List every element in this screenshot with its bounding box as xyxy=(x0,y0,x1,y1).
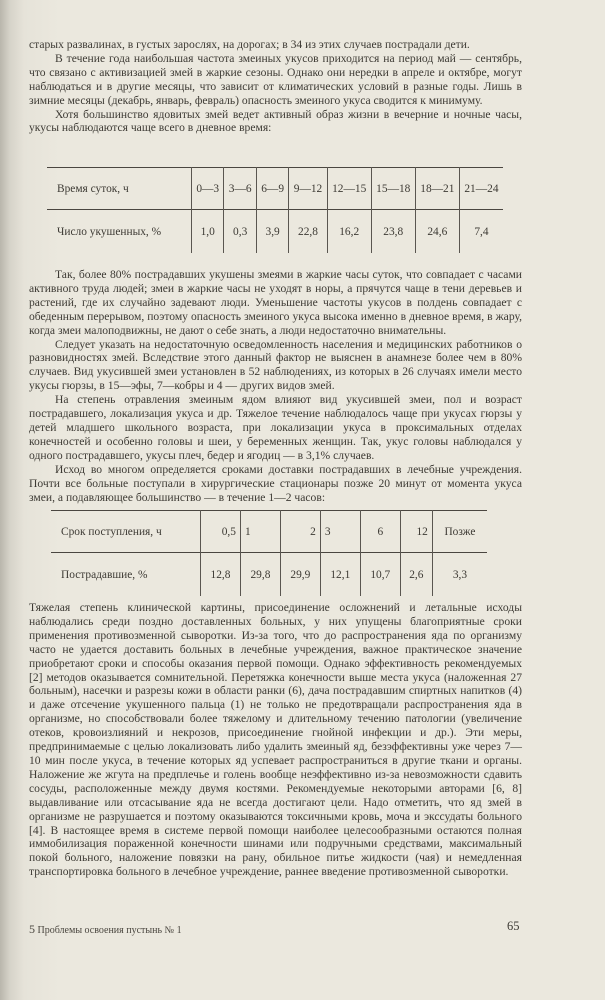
cell: 7,4 xyxy=(459,210,503,254)
table-row xyxy=(47,210,503,254)
paragraph: В течение года наибольшая частота змеиных укусов приходится на период май — сентябрь, что связано с активизацией змей в жаркие сезоны. Однако они нередки в апреле и октябре, могут наблюдаться и в другие месяцы, что зависит от климатических условий в разные годы. Лишь в зимние месяцы (декабрь, январь, февраль) опасность змеиного укуса сводится к минимуму. xyxy=(29,51,522,107)
table-row xyxy=(51,553,487,597)
cell: 2,6 xyxy=(400,553,432,597)
cell: 16,2 xyxy=(327,210,371,254)
signature-number: 5 xyxy=(29,922,35,936)
column-header: 1 xyxy=(240,511,280,553)
column-header: 6—9 xyxy=(256,168,288,210)
paragraph: Исход во многом определяется сроками доставки пострадавших в лечебные учреждения. Почти все больные поступали в хирургические стационары позже 20 минут от момента укуса змеи, а подавляющее большинство — в течение 1—2 часов: xyxy=(29,462,522,504)
cell: 29,8 xyxy=(240,553,280,597)
table-time-of-day xyxy=(47,167,503,253)
column-header: 3—6 xyxy=(224,168,256,210)
paragraph: Следует указать на недостаточную осведомленность населения и медицинских работников о разновидностях змей. Вследствие этого данный фактор не выяснен в анамнезе более чем в 80% случаев. Вид укусившей змеи установлен в 52 наблюдениях, из которых в 26 случаях имели место укусы гюрзы, в 15—эфы, 7—кобры и 4 — других видов змей. xyxy=(29,337,522,393)
cell: 22,8 xyxy=(289,210,327,254)
column-header: 12—15 xyxy=(327,168,371,210)
cell: 29,9 xyxy=(280,553,320,597)
column-header: 3 xyxy=(320,511,360,553)
column-header: 18—21 xyxy=(415,168,459,210)
column-header: 0,5 xyxy=(201,511,241,553)
cell: 23,8 xyxy=(371,210,415,254)
paragraph: старых развалинах, в густых зарослях, на дорогах; в 34 из этих случаев пострадали дети. xyxy=(29,38,470,51)
cell: 12,1 xyxy=(320,553,360,597)
paragraph: Так, более 80% пострадавших укушены змеями в жаркие часы суток, что совпадает с часами активного труда людей; змеи в жаркие часы не уходят в норы, а прячутся чаще в тени деревьев и растений, где их случайно задевают люди. Уменьшение частоты укусов в полдень совпадает с обеденным перерывом, поэтому опасность змеиного укуса высока именно в дневное время, в жару, когда змеи малоподвижны, не дают о себе знать, а люди недостаточно внимательны. xyxy=(29,268,522,337)
cell: 12,8 xyxy=(201,553,241,597)
cell: 3,9 xyxy=(256,210,288,254)
table-header-row xyxy=(47,168,503,210)
text-middle xyxy=(29,268,522,504)
cell: 1,0 xyxy=(192,210,224,254)
cell: 0,3 xyxy=(224,210,256,254)
text-top xyxy=(29,38,522,135)
column-header: 0—3 xyxy=(192,168,224,210)
column-header: 15—18 xyxy=(371,168,415,210)
paragraph: Хотя большинство ядовитых змей ведет активный образ жизни в вечерние и ночные часы, укусы наблюдаются чаще всего в дневное время: xyxy=(29,107,522,135)
cell: 3,3 xyxy=(432,553,487,597)
paragraph: На степень отравления змеиным ядом влияют вид укусившей змеи, пол и возраст пострадавшего, локализация укуса и др. Тяжелое течение наблюдалось чаще при укусах гюрзы у детей младшего школьного возраста, при локализации укуса в проксимальных отделах конечностей и особенно головы и шеи, у беременных женщин. Так, укус головы наблюдался у одного пострадавшего, укусы плеч, бедер и ягодиц — в 3,1% случаев. xyxy=(29,393,522,462)
paragraph: Тяжелая степень клинической картины, присоединение осложнений и летальные исходы наблюдались среди поздно доставленных больных, у них упущены благоприятные сроки применения противозменной сыворотки. Из-за того, что до распространения яда по организму часто не удается доставить больных в лечебные учреждения, важное практическое значение приобретают сроки и способы оказания первой помощи. Однако эффективность рекомендуемых [2] методов оказывается сомнительной. Перетяжка конечности выше места укуса (наложенная 27 больным), насечки и разрезы кожи в области ранки (6), дача пострадавшим спиртных напитков (4) и даже отсечение укушенного пальца (1) не только не предотвращали распространения яда в организме, но способствовали более тяжелому и длительному течению патологии (увеличение отеков, кровоизлияний и некрозов, присоединение гнойной инфекции и др.). Эти меры, предпринимаемые с целью локализовать либо удалить змеиный яд, безэффективны уже через 7—10 мин после укуса, в течение которых яд успевает распространиться в другие ткани и органы. Наложение же жгута на предплечье и голень вообще неэффективно из-за невозможности сдавить сосуды, расположенные между двумя костями. Рекомендуемые некоторыми авторами [6, 8] выдавливание или отсасывание яда не всегда достигают цели. Надо отметить, что яд змей в организме не разрушается и поэтому оказываются токсичными кровь, моча и экссудаты больного [4]. В настоящее время в системе первой помощи наиболее целесообразными остаются полная иммобилизация пораженной конечности шинами или подручными средствами, максимальный покой больного, наложение повязки на рану, обильное питье жидкости (чая) и немедленная транспортировка больного в лечебное учреждение, раннее введение противозменной сыворотки. xyxy=(29,601,522,879)
column-header: 2 xyxy=(280,511,320,553)
cell: 24,6 xyxy=(415,210,459,254)
column-header: 21—24 xyxy=(459,168,503,210)
table-header-row xyxy=(51,511,487,553)
column-header: Позже xyxy=(432,511,487,553)
table-admission-time xyxy=(51,510,487,596)
column-header: 12 xyxy=(400,511,432,553)
row-label: Пострадавшие, % xyxy=(61,568,148,581)
header-label: Срок поступления, ч xyxy=(61,525,162,538)
page-number: 65 xyxy=(507,919,520,933)
row-label: Число укушенных, % xyxy=(57,225,162,238)
journal-title: Проблемы освоения пустынь № 1 xyxy=(37,925,182,936)
header-label: Время суток, ч xyxy=(57,182,129,195)
text-bottom xyxy=(29,601,522,879)
column-header: 9—12 xyxy=(289,168,327,210)
cell: 10,7 xyxy=(360,553,400,597)
column-header: 6 xyxy=(360,511,400,553)
page-footer-signature xyxy=(29,922,182,937)
